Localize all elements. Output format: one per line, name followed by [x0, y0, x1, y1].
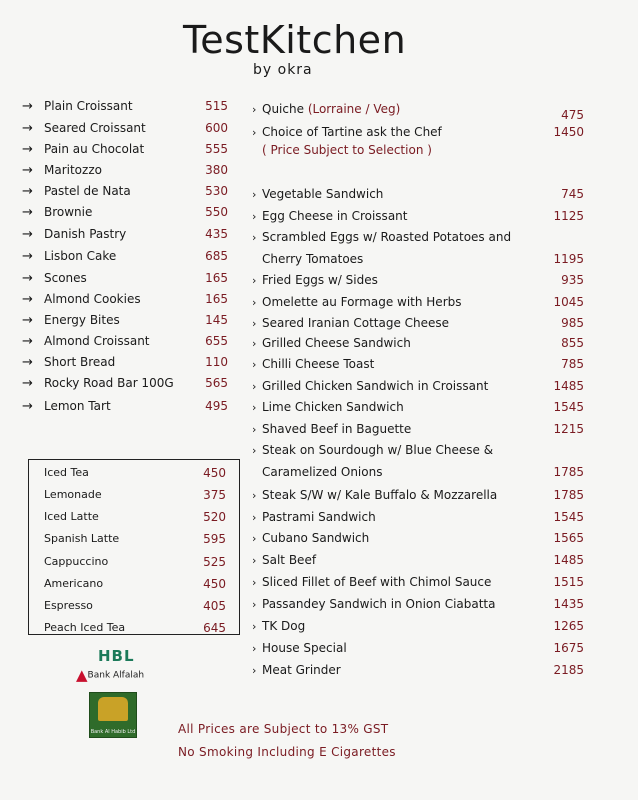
menu-item: › Omelette au Formage with Herbs 1045 — [252, 292, 584, 312]
menu-subtitle: by okra — [253, 62, 313, 78]
menu-item: › TK Dog 1265 — [252, 616, 584, 636]
arrow-icon: › — [252, 231, 257, 244]
arrow-icon: → — [22, 271, 33, 286]
arrow-icon: › — [252, 576, 257, 589]
menu-item: → Maritozzo 380 — [22, 160, 228, 180]
menu-item: › Choice of Tartine ask the Chef 1450 — [252, 122, 584, 142]
arrow-icon: › — [252, 489, 257, 502]
menu-item: → Almond Croissant 655 — [22, 331, 228, 351]
arrow-icon: › — [252, 444, 257, 457]
arrow-icon: › — [252, 532, 257, 545]
arrow-icon: › — [252, 210, 257, 223]
menu-item: → Pain au Chocolat 555 — [22, 139, 228, 159]
drink-item: Americano 450 — [44, 577, 226, 591]
menu-item: › Grilled Cheese Sandwich 855 — [252, 333, 584, 353]
arrow-icon: → — [22, 205, 33, 220]
arrow-icon: › — [252, 317, 257, 330]
arrow-icon: → — [22, 227, 33, 242]
menu-item: › Cubano Sandwich 1565 — [252, 528, 584, 548]
arrow-icon: › — [252, 554, 257, 567]
menu-item: › Vegetable Sandwich 745 — [252, 184, 584, 204]
menu-item-note: ( Price Subject to Selection ) — [262, 143, 432, 157]
arrow-icon: › — [252, 358, 257, 371]
menu-item: → Rocky Road Bar 100G 565 — [22, 373, 228, 393]
arrow-icon: → — [22, 184, 33, 199]
menu-item: › Lime Chicken Sandwich 1545 — [252, 397, 584, 417]
menu-item: › Meat Grinder 2185 — [252, 660, 584, 680]
arrow-icon: › — [252, 103, 257, 116]
menu-item: › Steak S/W w/ Kale Buffalo & Mozzarella 1785 — [252, 485, 584, 505]
arrow-icon: → — [22, 334, 33, 349]
arrow-icon: → — [22, 163, 33, 178]
menu-item: › Steak on Sourdough w/ Blue Cheese & — [252, 440, 584, 460]
smoking-notice: No Smoking Including E Cigarettes — [178, 745, 396, 759]
arrow-icon: › — [252, 126, 257, 139]
arrow-icon: › — [252, 423, 257, 436]
menu-item: › Passandey Sandwich in Onion Ciabatta 1435 — [252, 594, 584, 614]
menu-item: → Seared Croissant 600 — [22, 118, 228, 138]
arrow-icon: → — [22, 399, 33, 414]
arrow-icon: › — [252, 274, 257, 287]
menu-item: › Shaved Beef in Baguette 1215 — [252, 419, 584, 439]
menu-item: › Egg Cheese in Croissant 1125 — [252, 206, 584, 226]
arrow-icon: → — [22, 99, 33, 114]
menu-item: → Almond Cookies 165 — [22, 289, 228, 309]
menu-item: › Pastrami Sandwich 1545 — [252, 507, 584, 527]
arrow-icon: › — [252, 598, 257, 611]
menu-item: → Energy Bites 145 — [22, 310, 228, 330]
menu-item: › House Special 1675 — [252, 638, 584, 658]
menu-item: › Sliced Fillet of Beef with Chimol Sauce 1515 — [252, 572, 584, 592]
drink-item: Spanish Latte 595 — [44, 532, 226, 546]
menu-item: → Brownie 550 — [22, 202, 228, 222]
arrow-icon: › — [252, 188, 257, 201]
alfalah-icon: ▲ — [76, 666, 88, 684]
arrow-icon: › — [252, 620, 257, 633]
menu-item: → Lemon Tart 495 — [22, 396, 228, 416]
menu-item: → Lisbon Cake 685 — [22, 246, 228, 266]
menu-item: › Quiche (Lorraine / Veg) 475 — [252, 102, 584, 122]
arrow-icon: → — [22, 376, 33, 391]
menu-item: → Pastel de Nata 530 — [22, 181, 228, 201]
menu-item: → Danish Pastry 435 — [22, 224, 228, 244]
menu-item: → Scones 165 — [22, 268, 228, 288]
arrow-icon: → — [22, 249, 33, 264]
arrow-icon: › — [252, 642, 257, 655]
hbl-logo: HBL — [98, 647, 135, 665]
arrow-icon: › — [252, 401, 257, 414]
drink-item: Cappuccino 525 — [44, 555, 226, 569]
menu-item: › Fried Eggs w/ Sides 935 — [252, 270, 584, 290]
arrow-icon: › — [252, 664, 257, 677]
menu-item: → Plain Croissant 515 — [22, 96, 228, 116]
arrow-icon: → — [22, 313, 33, 328]
arrow-icon: → — [22, 121, 33, 136]
arrow-icon: → — [22, 355, 33, 370]
menu-item: Caramelized Onions 1785 — [262, 465, 584, 479]
menu-item: › Scrambled Eggs w/ Roasted Potatoes and — [252, 227, 584, 247]
menu-item: Cherry Tomatoes 1195 — [262, 252, 584, 266]
drink-item: Espresso 405 — [44, 599, 226, 613]
menu-item: → Short Bread 110 — [22, 352, 228, 372]
deer-emblem-icon — [98, 697, 128, 721]
drink-item: Peach Iced Tea 645 — [44, 621, 226, 635]
menu-item: › Grilled Chicken Sandwich in Croissant 1485 — [252, 376, 584, 396]
drink-item: Lemonade 375 — [44, 488, 226, 502]
menu-title: TestKitchen — [183, 18, 407, 62]
drinks-box — [28, 459, 240, 635]
drink-item: Iced Latte 520 — [44, 510, 226, 524]
menu-item: › Salt Beef 1485 — [252, 550, 584, 570]
menu-item: › Chilli Cheese Toast 785 — [252, 354, 584, 374]
arrow-icon: › — [252, 380, 257, 393]
arrow-icon: › — [252, 296, 257, 309]
drink-item: Iced Tea 450 — [44, 466, 226, 480]
gst-notice: All Prices are Subject to 13% GST — [178, 722, 389, 736]
bank-al-habib-logo: Bank Al Habib Ltd — [89, 692, 137, 738]
arrow-icon: › — [252, 511, 257, 524]
arrow-icon: → — [22, 142, 33, 157]
arrow-icon: → — [22, 292, 33, 307]
menu-item: › Seared Iranian Cottage Cheese 985 — [252, 313, 584, 333]
bank-alfalah-logo: ▲Bank Alfalah — [76, 666, 145, 684]
arrow-icon: › — [252, 337, 257, 350]
